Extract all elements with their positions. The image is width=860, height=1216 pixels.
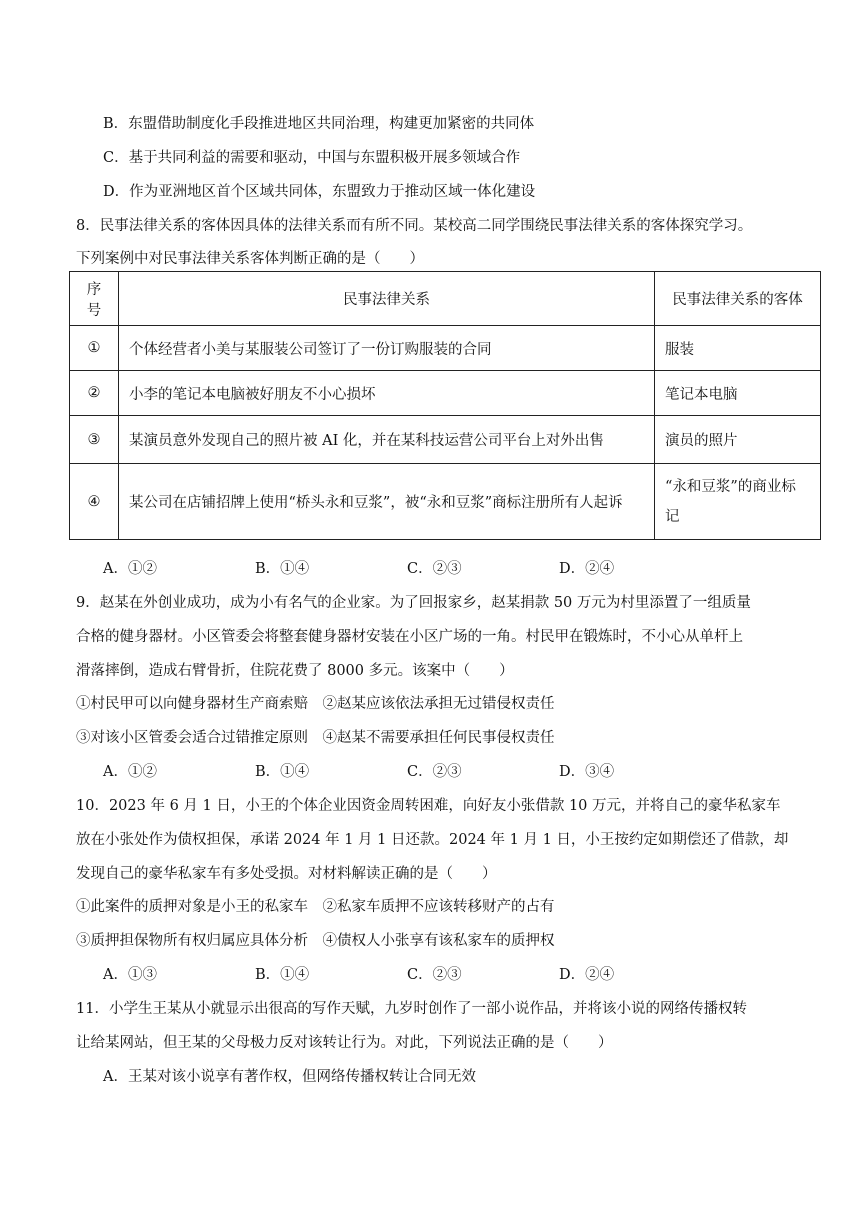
q10-stem-line-1: 10．2023 年 6 月 1 日，小王的个体企业因资金周转困难，向好友小张借款 10 万元，并将自己的豪华私家车 [76, 798, 781, 814]
q8-stem-line-1: 8．民事法律关系的客体因具体的法律关系而有所不同。某校高二同学围绕民事法律关系的客体探究学习。 [76, 218, 753, 234]
q10-stem-line-2: 放在小张处作为债权担保，承诺 2024 年 1 月 1 日还款。2024 年 1 月 1 日，小王按约定如期偿还了借款，却 [76, 832, 789, 848]
q10-statement-line-1: ①此案件的质押对象是小王的私家车 ②私家车质押不应该转移财产的占有 [76, 899, 555, 915]
table-row [70, 371, 821, 416]
table-header-row [70, 272, 821, 326]
row-number: ① [70, 326, 119, 371]
option-c: C．②③ [407, 561, 462, 577]
row-relation: 个体经营者小美与某服装公司签订了一份订购服装的合同 [119, 326, 655, 371]
q10-statement-line-2: ③质押担保物所有权归属应具体分析 ④债权人小张享有该私家车的质押权 [76, 933, 555, 949]
header-relation: 民事法律关系 [119, 272, 655, 326]
option-c: C．②③ [407, 967, 462, 983]
row-object [655, 464, 821, 540]
q10-stem-line-3: 发现自己的豪华私家车有多处受损。对材料解读正确的是（ ） [76, 866, 497, 882]
q9-statement-line-2: ③对该小区管委会适合过错推定原则 ④赵某不需要承担任何民事侵权责任 [76, 730, 555, 746]
option-b: B．①④ [255, 764, 310, 780]
header-object: 民事法律关系的客体 [655, 272, 821, 326]
q11-option-a: A．王某对该小说享有著作权，但网络传播权转让合同无效 [103, 1069, 476, 1085]
header-number: 序号 [70, 272, 119, 326]
row-object: 演员的照片 [655, 416, 821, 464]
q7-option-b [103, 112, 534, 133]
q10-options [103, 963, 711, 984]
q11-stem-line-2: 让给某网站，但王某的父母极力反对该转让行为。对此，下列说法正确的是（ ） [76, 1035, 613, 1051]
row-relation: 某演员意外发现自己的照片被 AI 化，并在某科技运营公司平台上对外出售 [119, 416, 655, 464]
table-row [70, 416, 821, 464]
row-number: ④ [70, 464, 119, 540]
option-label: B． [103, 116, 129, 132]
option-c: C．②③ [407, 764, 462, 780]
row-relation: 小李的笔记本电脑被好朋友不小心损坏 [119, 371, 655, 416]
row-relation: 某公司在店铺招牌上使用“桥头永和豆浆”，被“永和豆浆”商标注册所有人起诉 [119, 464, 655, 540]
q9-stem-line-3: 滑落摔倒，造成右臂骨折，住院花费了 8000 多元。该案中（ ） [76, 663, 514, 679]
option-a: A．①③ [103, 967, 157, 983]
q8-stem-line-2: 下列案例中对民事法律关系客体判断正确的是（ ） [76, 251, 424, 267]
row-object: 服装 [655, 326, 821, 371]
q9-options [103, 760, 711, 781]
q7-option-d [103, 180, 535, 201]
q9-statement-line-1: ①村民甲可以向健身器材生产商索赔 ②赵某应该依法承担无过错侵权责任 [76, 696, 555, 712]
option-a: A．①② [103, 764, 157, 780]
table-row [70, 326, 821, 371]
option-label: C． [103, 150, 129, 166]
option-text: 基于共同利益的需要和驱动，中国与东盟积极开展多领域合作 [128, 150, 521, 166]
option-d: D．③④ [559, 764, 615, 780]
option-text: 东盟借助制度化手段推进地区共同治理，构建更加紧密的共同体 [128, 116, 535, 132]
row-number: ② [70, 371, 119, 416]
option-b: B．①④ [255, 561, 310, 577]
option-a: A．①② [103, 561, 157, 577]
option-text: 作为亚洲地区首个区域共同体，东盟致力于推动区域一体化建设 [129, 184, 536, 200]
option-label: D． [103, 184, 130, 200]
table-row [70, 464, 821, 540]
option-d: D．②④ [559, 561, 615, 577]
row-object: 笔记本电脑 [655, 371, 821, 416]
row-number: ③ [70, 416, 119, 464]
q9-stem-line-1: 9．赵某在外创业成功，成为小有名气的企业家。为了回报家乡，赵某捐款 50 万元为村里添置了一组质量 [76, 595, 751, 611]
q7-option-c [103, 146, 520, 167]
option-d: D．②④ [559, 967, 615, 983]
q9-stem-line-2: 合格的健身器材。小区管委会将整套健身器材安装在小区广场的一角。村民甲在锻炼时，不小心从单杆上 [76, 629, 743, 645]
row-object-line-2: 记 [665, 508, 680, 525]
civil-relation-table [69, 271, 821, 540]
option-b: B．①④ [255, 967, 310, 983]
q8-options [103, 557, 711, 578]
row-object-line-1: “永和豆浆”的商业标 [665, 478, 796, 495]
q11-stem-line-1: 11．小学生王某从小就显示出很高的写作天赋，九岁时创作了一部小说作品，并将该小说的网络传播权转 [76, 1001, 747, 1017]
